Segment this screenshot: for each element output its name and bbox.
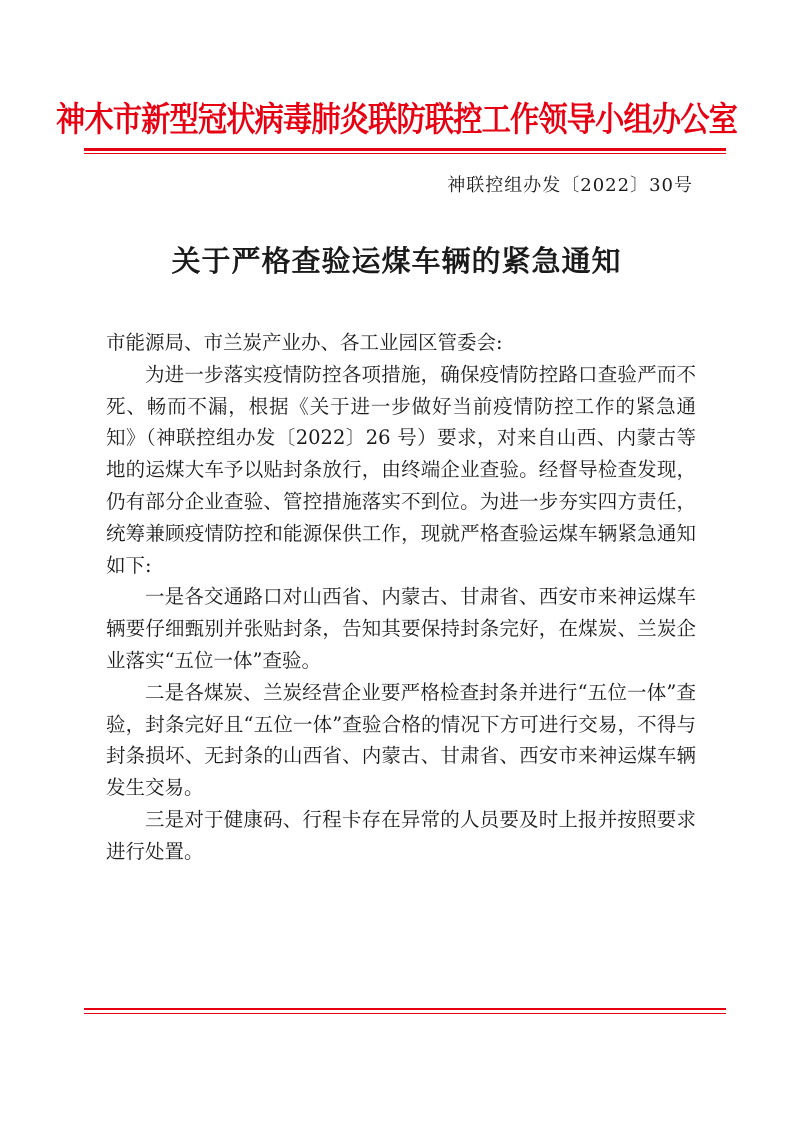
footer-rule-thick	[84, 1008, 726, 1010]
body-paragraph-item-3: 三是对于健康码、行程卡存在异常的人员要及时上报并按照要求进行处置。	[106, 807, 696, 863]
recipient-line: 市能源局、市兰炭产业办、各工业园区管委会:	[106, 331, 503, 354]
body-paragraph-item-1: 一是各交通路口对山西省、内蒙古、甘肃省、西安市来神运煤车辆要仔细甄别并张贴封条，告知其要保持封条完好，在煤炭、兰炭企业落实“五位一体”查验。	[106, 585, 696, 672]
issuer-header: 神木市新型冠状病毒肺炎联防联控工作领导小组办公室	[55, 100, 738, 140]
document-body	[106, 327, 696, 868]
document-number: 神联控组办发〔2022〕30号	[447, 175, 693, 196]
body-paragraph-intro: 为进一步落实疫情防控各项措施，确保疫情防控路口查验严而不死、畅而不漏，根据《关于进一步做好当前疫情防控工作的紧急通知》（神联控组办发〔2022〕26 号）要求，对来自山西、内蒙古等地的运煤大车予以贴封条放行，由终端企业查验。经督导检查发现，仍有部分企业查验、管控措施落实不到位。为进一步夯实四方责任，统筹兼顾疫情防控和能源保供工作，现就严格查验运煤车辆紧急通知如下:	[106, 362, 696, 577]
header-rule-thin	[84, 153, 726, 154]
body-paragraph-item-2: 二是各煤炭、兰炭经营企业要严格检查封条并进行“五位一体”查验，封条完好且“五位一体”查验合格的情况下方可进行交易，不得与封条损坏、无封条的山西省、内蒙古、甘肃省、西安市来神运煤车辆发生交易。	[106, 680, 696, 800]
footer-rule-thin	[84, 1013, 726, 1014]
header-rule-thick	[84, 148, 726, 151]
document-title: 关于严格查验运煤车辆的紧急通知	[171, 244, 622, 278]
